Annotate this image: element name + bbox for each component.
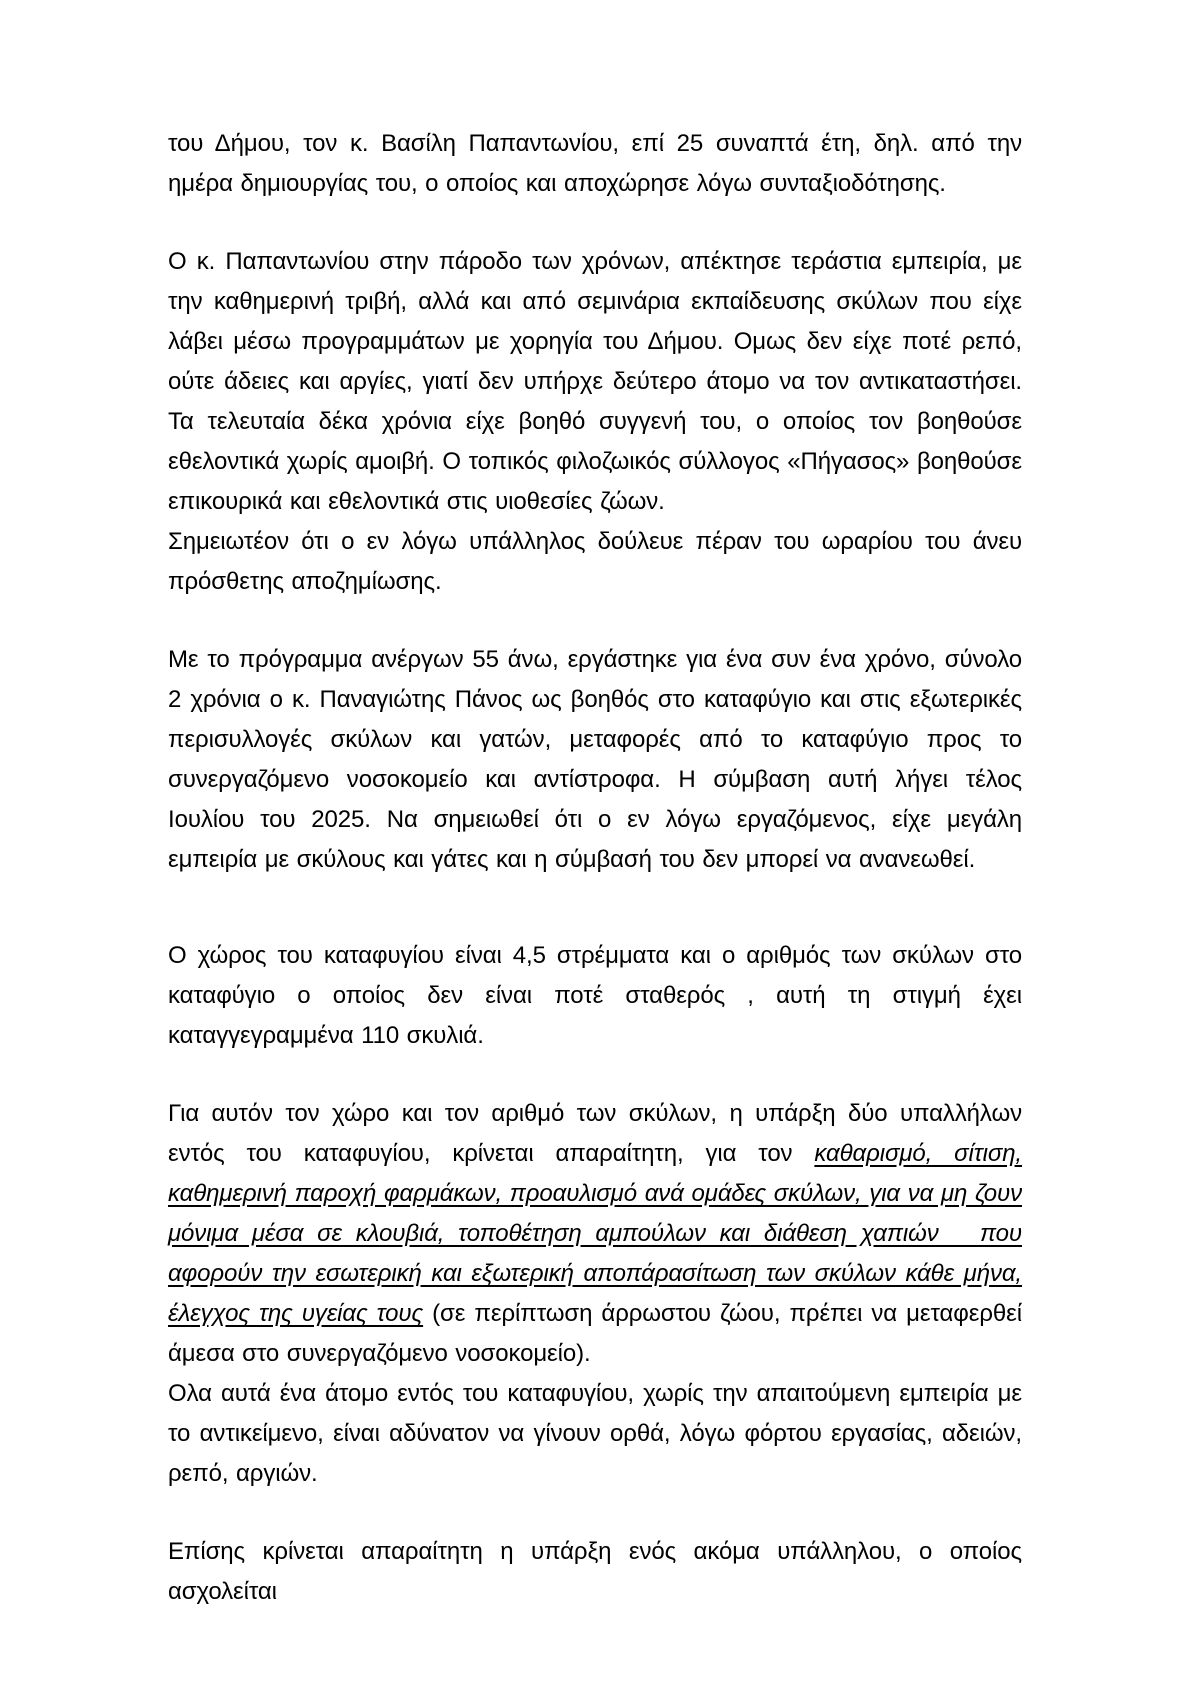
text-run: Επίσης κρίνεται απαραίτητη η υπάρξη ενός ακόμα υπάλληλου, ο οποίος ασχολείται <box>168 1538 1022 1605</box>
paragraph <box>168 124 1022 204</box>
paragraph <box>168 1532 1022 1612</box>
text-run: Ο χώρος του καταφυγίου είναι 4,5 στρέμματα και ο αριθμός των σκύλων στο καταφύγιο ο οποίος δεν είναι ποτέ σταθερός , αυτή τη στιγμή έχει καταγγεγραμμένα 110 σκυλιά. <box>168 942 1022 1049</box>
paragraph <box>168 936 1022 1056</box>
document-body <box>168 124 1022 1612</box>
text-run: Σημειωτέον ότι ο εν λόγω υπάλληλος δούλευε πέραν του ωραρίου του άνευ πρόσθετης αποζημίωσης. <box>168 528 1022 595</box>
text-run: Για αυτόν τον χώρο και τον αριθμό των σκύλων, η υπάρξη δύο υπαλλήλων εντός του καταφυγίου, κρίνεται απαραίτητη, για τον <box>168 1100 1022 1167</box>
underlined-text-run: καθαρισμό, σίτιση, καθημερινή παροχή φαρμάκων, προαυλισμό ανά ομάδες σκύλων, για να μη ζουν μόνιμα μέσα σε κλουβιά, τοποθέτηση αμπούλων και διάθεση χαπιών που αφορούν την εσωτερική και εξωτερική αποπάρασίτωση των σκύλων κάθε μήνα, έλεγχος της υγείας τους <box>168 1140 1023 1327</box>
text-run: του Δήμου, τον κ. Βασίλη Παπαντωνίου, επί 25 συναπτά έτη, δηλ. από την ημέρα δημιουργίας του, ο οποίος και αποχώρησε λόγω συνταξιοδότησης. <box>168 130 1022 197</box>
paragraph <box>168 640 1022 880</box>
paragraph <box>168 522 1022 602</box>
text-run: Ολα αυτά ένα άτομο εντός του καταφυγίου, χωρίς την απαιτούμενη εμπειρία με το αντικείμενο, είναι αδύνατον να γίνουν ορθά, λόγω φόρτου εργασίας, αδειών, ρεπό, αργιών. <box>168 1380 1022 1487</box>
text-run: (σε περίπτωση άρρωστου ζώου, πρέπει να μεταφερθεί άμεσα στο συνεργαζόμενο νοσοκομείο). <box>168 1300 1022 1367</box>
paragraph <box>168 242 1022 522</box>
paragraph <box>168 1374 1022 1494</box>
text-run: Ο κ. Παπαντωνίου στην πάροδο των χρόνων, απέκτησε τεράστια εμπειρία, με την καθημερινή τριβή, αλλά και από σεμινάρια εκπαίδευσης σκύλων που είχε λάβει μέσω προγραμμάτων με χορηγία του Δήμου. Ομως δεν είχε ποτέ ρεπό, ούτε άδειες και αργίες, γιατί δεν υπήρχε δεύτερο άτομο να τον αντικαταστήσει. Τα τελευταία δέκα χρόνια είχε βοηθό συγγενή του, ο οποίος τον βοηθούσε εθελοντικά χωρίς αμοιβή. Ο τοπικός φιλοζωικός σύλλογος «Πήγασος» βοηθούσε επικουρικά και εθελοντικά στις υιοθεσίες ζώων. <box>168 248 1022 515</box>
text-run: Με το πρόγραμμα ανέργων 55 άνω, εργάστηκε για ένα συν ένα χρόνο, σύνολο 2 χρόνια ο κ. Παναγιώτης Πάνος ως βοηθός στο καταφύγιο και στις εξωτερικές περισυλλογές σκύλων και γατών, μεταφορές από το καταφύγιο προς το συνεργαζόμενο νοσοκομείο και αντίστροφα. Η σύμβαση αυτή λήγει τέλος Ιουλίου του 2025. Να σημειωθεί ότι ο εν λόγω εργαζόμενος, είχε μεγάλη εμπειρία με σκύλους και γάτες και η σύμβασή του δεν μπορεί να ανανεωθεί. <box>168 646 1022 873</box>
paragraph <box>168 1094 1022 1374</box>
